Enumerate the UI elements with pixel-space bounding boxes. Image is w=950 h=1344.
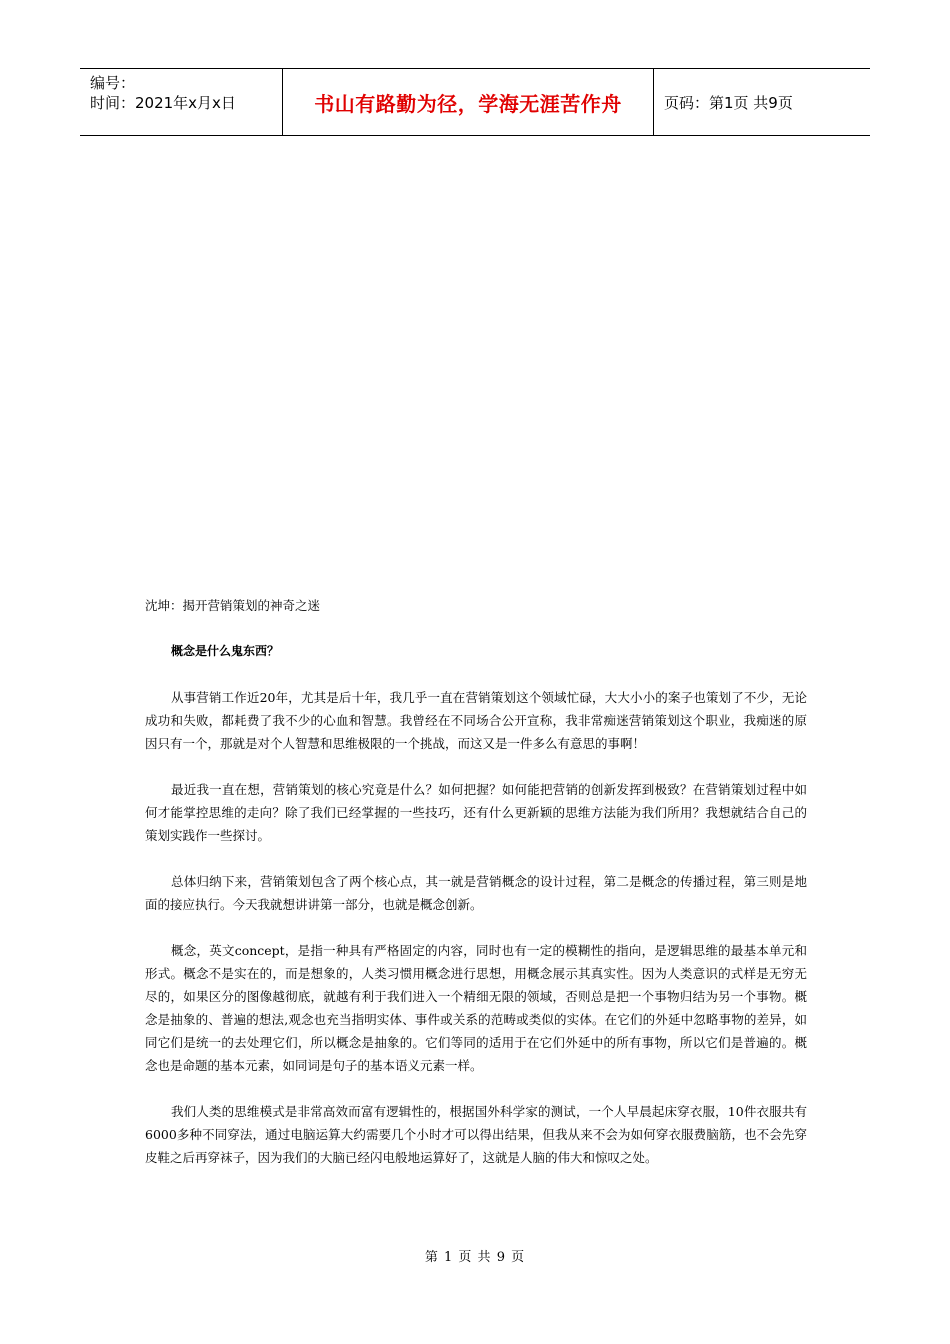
header-motto: 书山有路勤为径，学海无涯苦作舟 [282, 69, 654, 135]
paragraph: 概念，英文concept，是指一种具有严格固定的内容，同时也有一定的模糊性的指向，是逻辑思维的最基本单元和形式。概念不是实在的，而是想象的，人类习惯用概念进行思想，用概念展示其真实性。因为人类意识的式样是无穷无尽的，如果区分的图像越彻底，就越有利于我们进入一个精细无限的领域，否则总是把一个事物归结为另一个事物。概念是抽象的、普遍的想法,观念也充当指明实体、事件或关系的范畴或类似的实体。在它们的外延中忽略事物的差异，如同它们是统一的去处理它们，所以概念是抽象的。它们等同的适用于在它们外延中的所有事物，所以它们是普遍的。概念也是命题的基本元素，如同词是句子的基本语义元素一样。 [145, 943, 807, 1073]
page-footer: 第 1 页 共 9 页 [424, 1250, 526, 1265]
section-title: 概念是什么鬼东西？ [171, 644, 280, 658]
paragraph: 最近我一直在想，营销策划的核心究竟是什么？如何把握？如何能把营销的创新发挥到极致？在营销策划过程中如何才能掌控思维的走向？除了我们已经掌握的一些技巧，还有什么更新颖的思维方法能为我们所用？我想就结合自己的策划实践作一些探讨。 [145, 782, 807, 843]
header-page-info: 页码：第1页 共9页 [664, 93, 793, 112]
paragraph: 总体归纳下来，营销策划包含了两个核心点，其一就是营销概念的设计过程，第二是概念的传播过程，第三则是地面的接应执行。今天我就想讲讲第一部分，也就是概念创新。 [145, 874, 807, 912]
page-header [80, 68, 870, 136]
paragraph: 我们人类的思维模式是非常高效而富有逻辑性的，根据国外科学家的测试，一个人早晨起床穿衣服，10件衣服共有6000多种不同穿法，通过电脑运算大约需要几个小时才可以得出结果，但我从来不会为如何穿衣服费脑筋，也不会先穿皮鞋之后再穿袜子，因为我们的大脑已经闪电般地运算好了，这就是人脑的伟大和惊叹之处。 [145, 1104, 807, 1165]
document-body [145, 594, 807, 1192]
document-title: 沈坤：揭开营销策划的神奇之迷 [145, 598, 321, 613]
time-label: 时间：2021年x月x日 [90, 94, 236, 112]
paragraph: 从事营销工作近20年，尤其是后十年，我几乎一直在营销策划这个领域忙碌，大大小小的案子也策划了不少，无论成功和失败，都耗费了我不少的心血和智慧。我曾经在不同场合公开宣称，我非常痴迷营销策划这个职业，我痴迷的原因只有一个，那就是对个人智慧和思维极限的一个挑战，而这又是一件多么有意思的事啊！ [145, 690, 807, 751]
number-label: 编号： [90, 74, 136, 92]
header-meta [80, 69, 282, 135]
